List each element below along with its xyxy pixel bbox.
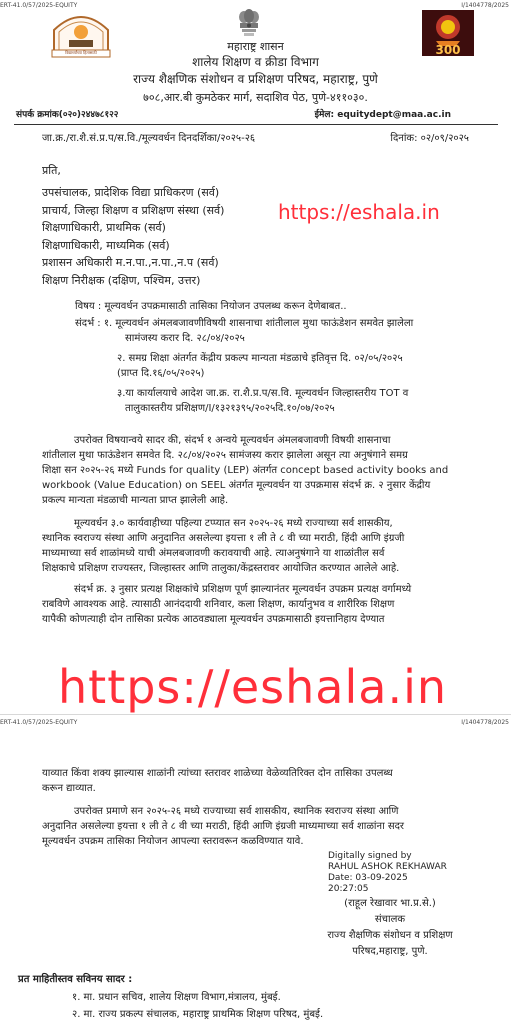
signature-line: Date: 03-09-2025	[328, 873, 408, 883]
watermark-link-small[interactable]: https://eshala.in	[278, 200, 440, 224]
contact-number: संपर्क क्रमांक(०२०)२४४७८१२२	[16, 110, 119, 120]
copy-item: १. मा. प्रधान सचिव, शालेय शिक्षण विभाग,मंत्रालय, मुंबई.	[72, 992, 281, 1003]
page2-reference-left: ERT-41.0/57/2025-EQUITY	[0, 719, 78, 726]
reference-item: (प्राप्त दि.१६/०५/२०२५)	[117, 368, 205, 379]
recipient-item: उपसंचालक, प्रादेशिक विद्या प्राधिकरण (सर्व)	[42, 186, 220, 199]
government-name: महाराष्ट्र शासन	[227, 40, 284, 53]
signatory-name: (राहूल रेखावार भा.प्र.से.)	[344, 898, 436, 909]
reference-item: तालुकास्तरीय प्रशिक्षण/I/१३२१३९५/२०२५दि.१०/०७/२०२५	[125, 403, 335, 414]
para-line: स्थानिक स्वराज्य संस्था आणि अनुदानित असलेल्या इयत्ता १ ली ते ८ वी च्या मराठी, हिंदी आणि इंग्रजी	[42, 533, 405, 544]
digital-signature-block	[328, 851, 447, 895]
signatory-org: राज्य शैक्षणिक संशोधन व प्रशिक्षण	[327, 930, 453, 941]
copy-heading: प्रत माहितीस्तव सविनय सादर :	[18, 974, 133, 985]
seal-caption: विद्यार्थ्यांच्या हितासाठी	[65, 50, 97, 55]
para-line: यापैकी कोणत्याही दोन तासिका प्रत्येक आठवड्याला मूल्यवर्धन उपक्रमासाठी इयत्तानिहाय देण्यात	[42, 614, 385, 625]
para-line: अनुदानित असलेल्या इयत्ता १ ली ते ८ वी च्या मराठी, हिंदी आणि इंग्रजी माध्यमाच्या सर्व शाळांना सदर	[42, 821, 404, 832]
para-line: शांतीलाल मुथा फाऊंडेशन समवेत दि. २८/०४/२०२५ सामंजस्य करार झालेला असून त्या अनुषंगाने समग्र	[42, 450, 408, 461]
signature-line: Digitally signed by	[328, 851, 412, 861]
signature-line: RAHUL ASHOK REKHAWAR	[328, 862, 447, 872]
body-paragraph-3	[42, 582, 480, 627]
para-line: करून द्याव्यात.	[42, 783, 96, 794]
para-line: मूल्यवर्धन उपक्रम तासिका नियोजन आपल्या स्तरावरून कळविण्यात यावे.	[42, 836, 304, 847]
reference-item: सामंजस्य करार दि. २८/०४/२०२५	[125, 333, 245, 344]
page1-reference-right: I/1404778/2025	[461, 2, 509, 9]
copy-list	[72, 989, 323, 1023]
signatory-org: परिषद,महाराष्ट्र, पुणे.	[352, 946, 428, 957]
recipient-item: प्रशासन अधिकारी म.न.पा.,न.पा.,न.प (सर्व)	[42, 256, 219, 269]
para-line: प्रकल्प मान्यता मंडळाची मान्यता प्राप्त झालेली आहे.	[42, 495, 229, 506]
copy-item: २. मा. राज्य प्रकल्प संचालक, महाराष्ट्र प्राथमिक शिक्षण परिषद, मुंबई.	[72, 1009, 324, 1020]
body-paragraph-continued	[42, 766, 480, 796]
header-rule	[14, 124, 498, 125]
para-line: याव्यात किंवा शक्य झाल्यास शाळांनी त्यांच्या स्तरावर शाळेच्या वेळेव्यतिरिक्त दोन तासिका उपलब्ध	[42, 768, 393, 779]
para-line: उपरोक्त विषयान्वये सादर की, संदर्भ १ अन्वये मूल्यवर्धन अंमलबजावणी विषयी शासनाचा	[74, 435, 391, 446]
recipient-item: शिक्षणाधिकारी, माध्यमिक (सर्व)	[42, 238, 170, 252]
logo-300-text: 300	[435, 43, 461, 57]
signatory-block	[290, 896, 490, 960]
subject-line: विषय : मूल्यवर्धन उपक्रमासाठी तासिका नियोजन उपलब्ध करून देणेबाबत..	[75, 301, 347, 312]
page2-reference-right: I/1404778/2025	[461, 719, 509, 726]
contact-email: ईमेल: equitydept@maa.ac.in	[314, 110, 451, 120]
body-paragraph-final	[42, 804, 480, 849]
para-line: राबविणे आवश्यक आहे. त्यासाठी आनंददायी शनिवार, कला शिक्षण, कार्यानुभव व शारीरिक शिक्षण	[42, 599, 395, 610]
para-line: शिक्षा सन २०२५-२६ मध्ये Funds for quality (LEP) अंतर्गत concept based activity books and	[42, 465, 449, 476]
reference-item: २. समग्र शिक्षा अंतर्गत केंद्रीय प्रकल्प मान्यता मंडळाचे इतिवृत्त दि. ०२/०५/२०२५	[117, 353, 403, 364]
para-line: workbook (Value Education) on SEEL अंतर्गत मूल्यवर्धन या उपक्रमास संदर्भ क्र. २ नुसार केंद्रीय	[42, 480, 431, 491]
body-paragraph-2	[42, 516, 480, 576]
page1-reference-left: ERT-41.0/57/2025-EQUITY	[0, 2, 78, 9]
signatory-title: संचालक	[374, 914, 406, 925]
signature-line: 20:27:05	[328, 884, 369, 894]
para-line: संदर्भ क्र. ३ नुसार प्रत्यक्ष शिक्षकांचे प्रशिक्षण पूर्ण झाल्यानंतर मूल्यवर्धन उपक्रम प्रत्यक्ष वर्गामध्ये	[74, 584, 412, 595]
to-label: प्रति,	[42, 164, 61, 177]
organization-address: ७०८,आर.बी कुमठेकर मार्ग, सदाशिव पेठ, पुणे-४११०३०.	[143, 91, 368, 104]
department-name: शालेय शिक्षण व क्रीडा विभाग	[192, 55, 319, 69]
recipient-item: प्राचार्य, जिल्हा शिक्षण व प्रशिक्षण संस्था (सर्व)	[42, 203, 225, 217]
letter-date: दिनांक: ०२/०९/२०२५	[390, 133, 469, 144]
para-line: मूल्यवर्धन ३.० कार्यवाहीच्या पहिल्या टप्प्यात सन २०२५-२६ मध्ये राज्याच्या सर्व शासकीय,	[74, 518, 393, 529]
page-divider	[0, 714, 511, 715]
para-line: शिक्षकाचे प्रशिक्षण राज्यस्तर, जिल्हास्तर आणि तालुका/केंद्रस्तरावर आयोजित करण्यात आलेले आहे.	[42, 563, 400, 574]
ashoka-emblem-icon	[236, 8, 262, 38]
reference-item: संदर्भ : १. मूल्यवर्धन अंमलबजावणीविषयी शासनाचा शांतीलाल मुथा फाऊंडेशन समवेत झालेला	[75, 318, 414, 329]
body-paragraph-1	[42, 433, 480, 508]
reference-list	[75, 316, 413, 416]
recipient-item: शिक्षण निरीक्षक (दक्षिण, पश्चिम, उत्तर)	[42, 273, 201, 287]
organization-name: राज्य शैक्षणिक संशोधन व प्रशिक्षण परिषद, महाराष्ट्र, पुणे	[133, 72, 378, 86]
para-line: उपरोक्त प्रमाणे सन २०२५-२६ मध्ये राज्याच्या सर्व शासकीय, स्थानिक स्वराज्य संस्था आणि	[74, 806, 399, 817]
watermark-link-large[interactable]: https://eshala.in	[58, 660, 448, 714]
recipient-item: शिक्षणाधिकारी, प्राथमिक (सर्व)	[42, 221, 166, 234]
para-line: माध्यमाच्या सर्व शाळांमध्ये याची अंमलबजावणी करावयाची आहे. त्याअनुषंगाने या शाळांतील सर्व	[42, 548, 385, 559]
reference-item: ३.या कार्यालयाचे आदेश जा.क्र. रा.शै.प्र.प/स.वि. मूल्यवर्धन जिल्हास्तरीय TOT व	[117, 388, 409, 399]
letter-number: जा.क्र./रा.शै.सं.प्र.प/स.वि./मूल्यवर्धन दिनदर्शिका/२०२५-२६	[42, 133, 256, 144]
recipient-list	[42, 184, 224, 289]
